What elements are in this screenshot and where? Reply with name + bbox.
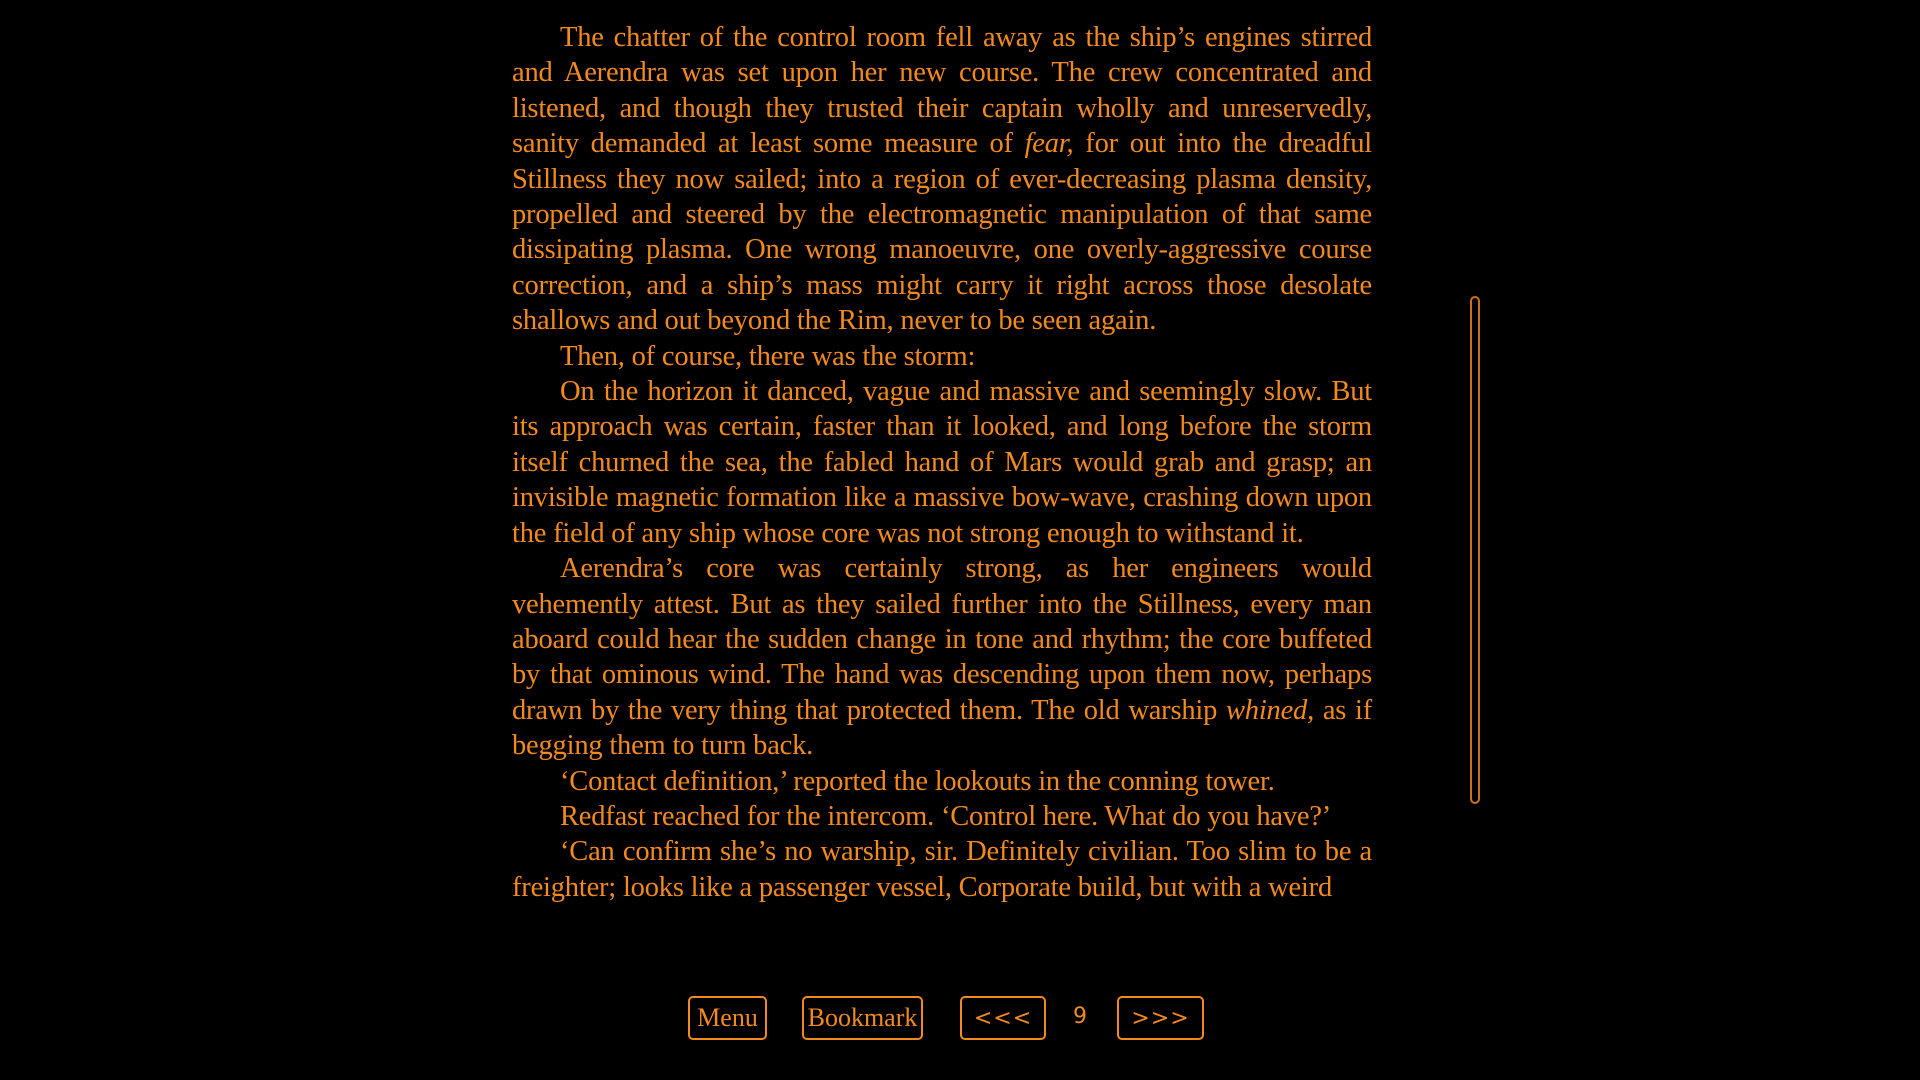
bookmark-button[interactable]: Bookmark xyxy=(802,996,923,1040)
paragraph-text: for out into the dreadful Stillness they now sailed; into a region of ever-decreasing plasma density, propelled and steered by the electromagnetic manipulation of that same dissipating plasma. One wrong manoeuvre, one overly-aggressive course correction, and a ship’s mass might carry it right across those desolate shallows and out beyond the Rim, never to be seen again. xyxy=(512,128,1372,337)
previous-page-button[interactable]: <<< xyxy=(960,996,1046,1040)
scrollbar[interactable] xyxy=(1470,296,1480,804)
italic-text: whined, xyxy=(1225,694,1315,726)
story-text xyxy=(512,20,1372,905)
menu-button[interactable]: Menu xyxy=(688,996,767,1040)
paragraph-text: Redfast reached for the intercom. ‘Control here. What do you have?’ xyxy=(560,800,1332,832)
page-number: 9 xyxy=(1073,1003,1087,1029)
paragraph-text: ‘Can confirm she’s no warship, sir. Definitely civilian. Too slim to be a freighter; looks like a passenger vessel, Corporate build, but with a weird xyxy=(512,836,1372,903)
paragraph-text: Aerendra’s core was certainly strong, as her engineers would vehemently attest. But as they sailed further into the Stillness, every man aboard could hear the sudden change in tone and rhythm; the core buffeted by that ominous wind. The hand was descending upon them now, perhaps drawn by the very thing that protected them. The old warship xyxy=(512,553,1372,726)
italic-text: fear, xyxy=(1024,128,1074,160)
story-paragraph xyxy=(512,551,1372,763)
paragraph-text: ‘Contact definition,’ reported the lookouts in the conning tower. xyxy=(560,765,1275,797)
story-paragraph xyxy=(512,799,1372,834)
next-page-button[interactable]: >>> xyxy=(1117,996,1204,1040)
paragraph-text: The chatter of the control room fell away as the ship’s engines stirred and Aerendra was set upon her new course. The crew concentrated and listened, and though they trusted their captain wholly and unreservedly, sanity demanded at least some measure of xyxy=(512,22,1372,160)
navigation-bar xyxy=(0,996,1920,1040)
story-paragraph xyxy=(512,834,1372,905)
story-paragraph xyxy=(512,374,1372,551)
story-paragraph xyxy=(512,339,1372,374)
paragraph-text: Then, of course, there was the storm: xyxy=(560,340,976,372)
paragraph-text: On the horizon it danced, vague and massive and seemingly slow. But its approach was certain, faster than it looked, and long before the storm itself churned the sea, the fabled hand of Mars would grab and grasp; an invisible magnetic formation like a massive bow-wave, crashing down upon the field of any ship whose core was not strong enough to withstand it. xyxy=(512,376,1372,549)
story-paragraph xyxy=(512,764,1372,799)
paragraph-text: as if begging them to turn back. xyxy=(512,694,1372,762)
story-paragraph xyxy=(512,20,1372,339)
